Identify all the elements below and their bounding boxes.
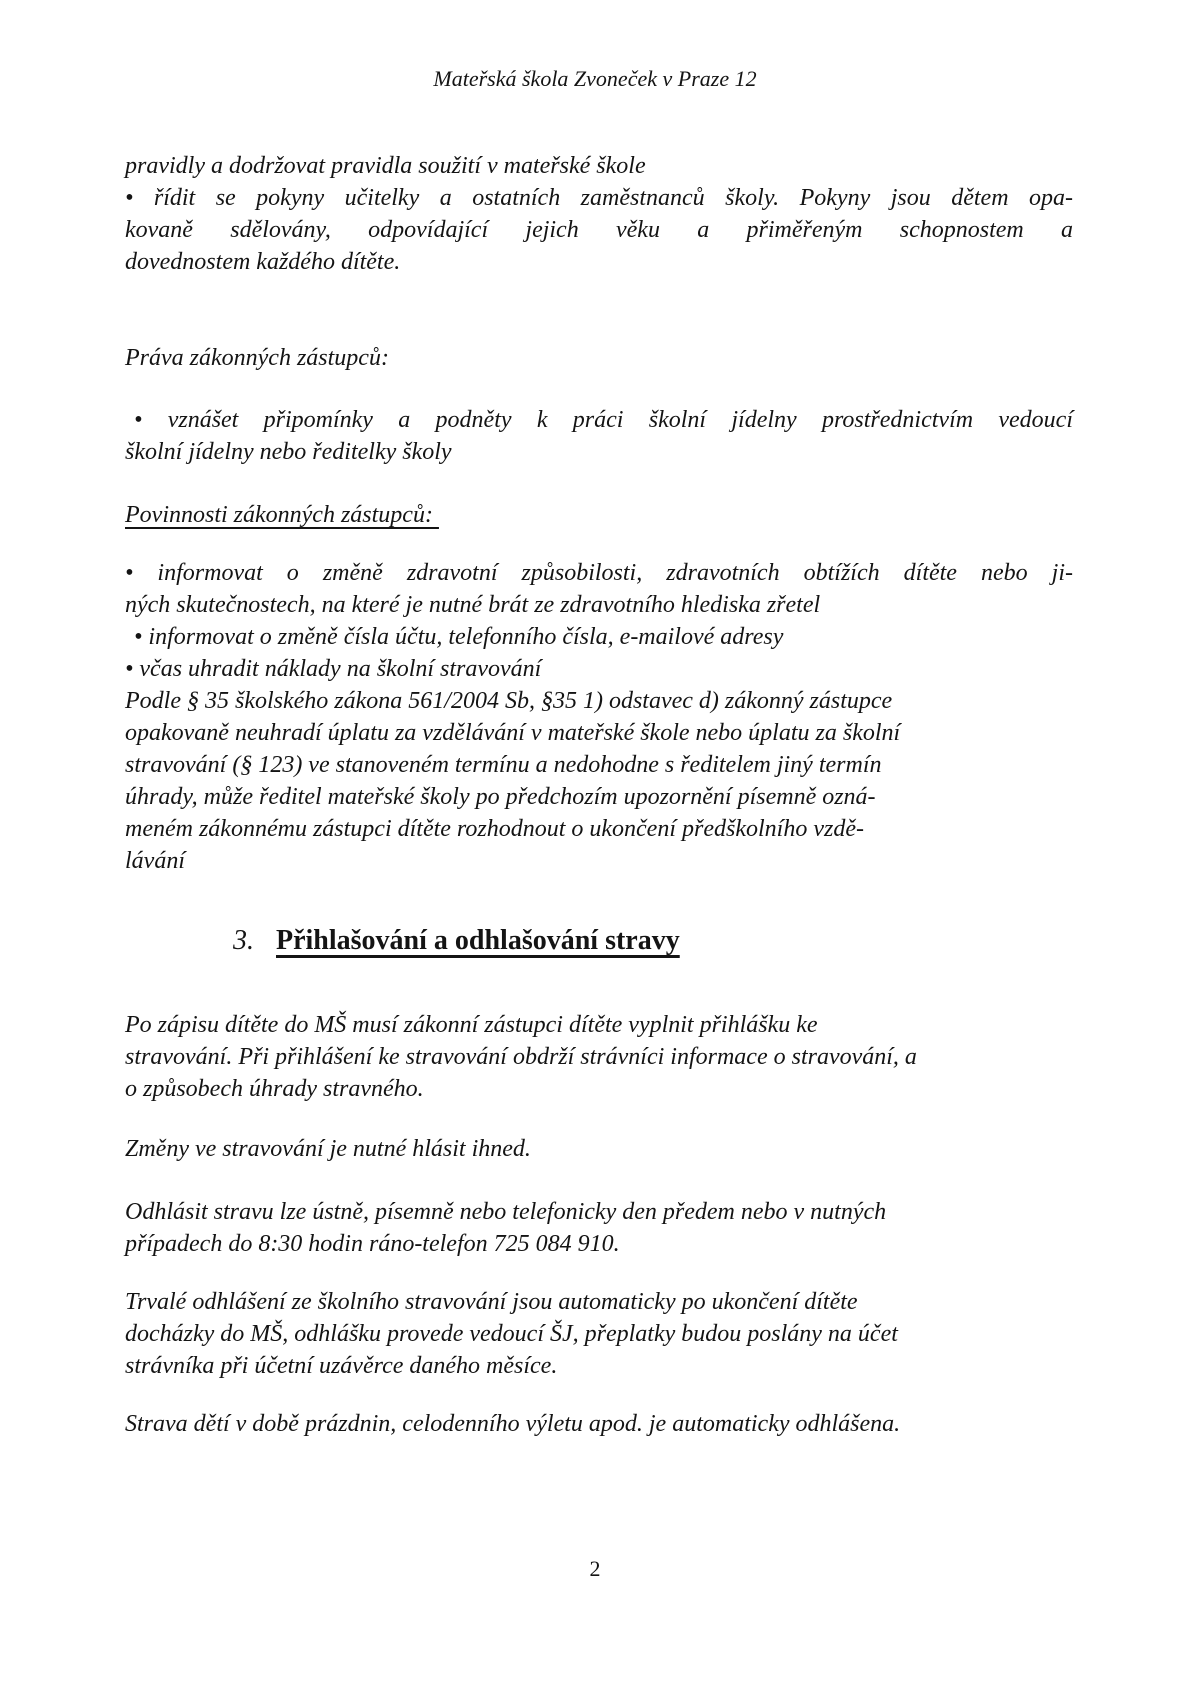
text-line: Po zápisu dítěte do MŠ musí zákonní zástupci dítěte vyplnit přihlášku ke bbox=[125, 1012, 818, 1038]
text-line: Práva zákonných zástupců: bbox=[125, 345, 389, 371]
text-line: • informovat o změně zdravotní způsobilosti, zdravotních obtížích dítěte nebo ji- bbox=[125, 560, 1073, 586]
paragraph bbox=[125, 1286, 1073, 1382]
vertical-spacer bbox=[125, 531, 1073, 557]
text-line: pravidly a dodržovat pravidla soužití v mateřské škole bbox=[125, 153, 646, 179]
text-line: docházky do MŠ, odhlášku provede vedoucí ŠJ, přeplatky budou poslány na účet bbox=[125, 1321, 898, 1347]
vertical-spacer bbox=[125, 961, 1073, 1009]
text-line: meném zákonnému zástupci dítěte rozhodnout o ukončení předškolního vzdě- bbox=[125, 816, 864, 842]
text-line: lávání bbox=[125, 848, 185, 874]
text-line: stravování (§ 123) ve stanoveném termínu a nedohodne s ředitelem jiný termín bbox=[125, 752, 882, 778]
text-line: Povinnosti zákonných zástupců: bbox=[125, 502, 439, 528]
text-line: případech do 8:30 hodin ráno-telefon 725 084 910. bbox=[125, 1231, 620, 1257]
section-heading bbox=[125, 921, 1073, 961]
vertical-spacer bbox=[125, 1105, 1073, 1133]
vertical-spacer bbox=[125, 374, 1073, 404]
paragraph bbox=[125, 1009, 1073, 1105]
text-line: úhrady, může ředitel mateřské školy po předchozím upozornění písemně ozná- bbox=[125, 784, 876, 810]
text-line: ných skutečnostech, na které je nutné brát ze zdravotního hlediska zřetel bbox=[125, 592, 821, 618]
section-heading-number: 3. bbox=[233, 925, 254, 956]
text-line: dovednostem každého dítěte. bbox=[125, 249, 401, 275]
text-line: stravování. Při přihlášení ke stravování obdrží strávníci informace o stravování, a bbox=[125, 1044, 917, 1070]
vertical-spacer bbox=[125, 468, 1073, 499]
text-line: Strava dětí v době prázdnin, celodenního výletu apod. je automaticky odhlášena. bbox=[125, 1411, 901, 1437]
vertical-spacer bbox=[125, 877, 1073, 921]
paragraph bbox=[125, 557, 1073, 877]
text-line: • řídit se pokyny učitelky a ostatních zaměstnanců školy. Pokyny jsou dětem opa- bbox=[125, 185, 1073, 211]
text-line: o způsobech úhrady stravného. bbox=[125, 1076, 424, 1102]
paragraph bbox=[125, 342, 1073, 374]
text-line: strávníka při účetní uzávěrce daného měsíce. bbox=[125, 1353, 558, 1379]
paragraph bbox=[125, 1196, 1073, 1260]
text-line: kovaně sdělovány, odpovídající jejich věku a přiměřeným schopnostem a bbox=[125, 217, 1073, 243]
text-line: • včas uhradit náklady na školní stravování bbox=[125, 656, 542, 682]
text-line: opakovaně neuhradí úplatu za vzdělávání v mateřské škole nebo úplatu za školní bbox=[125, 720, 901, 746]
page-number: 2 bbox=[589, 1556, 601, 1581]
section-heading-text: Přihlašování a odhlašování stravy bbox=[276, 925, 680, 956]
text-line: Trvalé odhlášení ze školního stravování jsou automaticky po ukončení dítěte bbox=[125, 1289, 858, 1315]
vertical-spacer bbox=[125, 1165, 1073, 1196]
document-body bbox=[125, 150, 1073, 1440]
text-line: Odhlásit stravu lze ústně, písemně nebo telefonicky den předem nebo v nutných bbox=[125, 1199, 887, 1225]
text-line: • informovat o změně čísla účtu, telefonního čísla, e-mailové adresy bbox=[134, 624, 784, 650]
paragraph bbox=[125, 1408, 1073, 1440]
paragraph bbox=[125, 150, 1073, 278]
paragraph bbox=[125, 1133, 1073, 1165]
text-line: Změny ve stravování je nutné hlásit ihned. bbox=[125, 1136, 531, 1162]
page-header: Mateřská škola Zvoneček v Praze 12 bbox=[433, 66, 757, 91]
paragraph bbox=[125, 404, 1073, 468]
vertical-spacer bbox=[125, 278, 1073, 342]
text-line: • vznášet připomínky a podněty k práci školní jídelny prostřednictvím vedoucí bbox=[134, 407, 1073, 433]
paragraph bbox=[125, 499, 1073, 531]
vertical-spacer bbox=[125, 1382, 1073, 1408]
vertical-spacer bbox=[125, 1260, 1073, 1286]
text-line: Podle § 35 školského zákona 561/2004 Sb, §35 1) odstavec d) zákonný zástupce bbox=[125, 688, 893, 714]
text-line: školní jídelny nebo ředitelky školy bbox=[125, 439, 452, 465]
